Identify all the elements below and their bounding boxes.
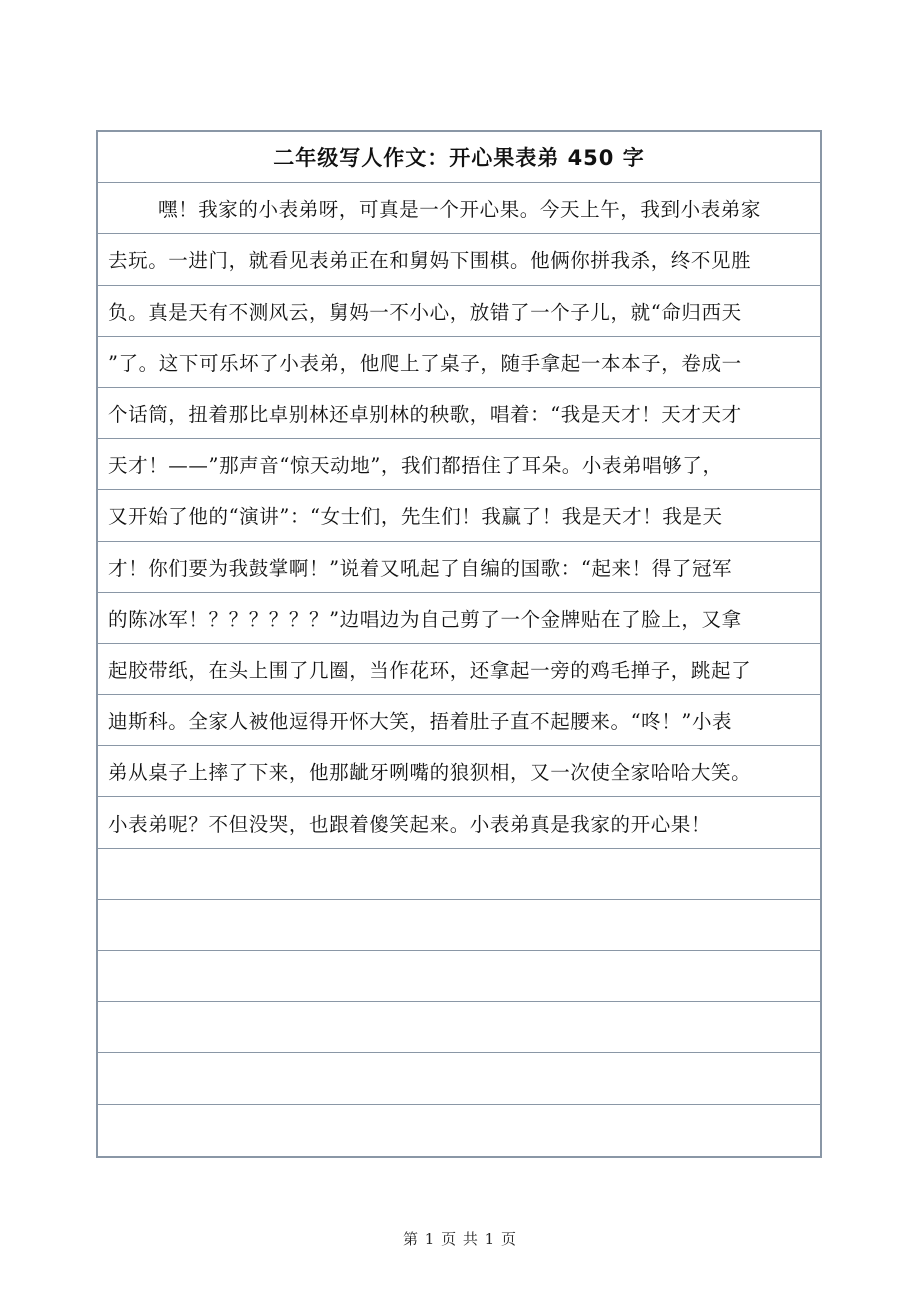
essay-line-8: 才！你们要为我鼓掌啊！”说着又吼起了自编的国歌：“起来！得了冠军 [98, 542, 820, 593]
empty-line [98, 1053, 820, 1104]
essay-line-10: 起胶带纸，在头上围了几圈，当作花环，还拿起一旁的鸡毛掸子，跳起了 [98, 644, 820, 695]
empty-line [98, 1105, 820, 1156]
essay-line-4: ”了。这下可乐坏了小表弟，他爬上了桌子，随手拿起一本本子，卷成一 [98, 337, 820, 388]
essay-line-2: 去玩。一进门，就看见表弟正在和舅妈下围棋。他俩你拼我杀，终不见胜 [98, 234, 820, 285]
empty-line [98, 849, 820, 900]
essay-line-7: 又开始了他的“演讲”：“女士们，先生们！我赢了！我是天才！我是天 [98, 490, 820, 541]
essay-line-13: 小表弟呢？不但没哭，也跟着傻笑起来。小表弟真是我家的开心果！ [98, 797, 820, 848]
essay-line-11: 迪斯科。全家人被他逗得开怀大笑，捂着肚子直不起腰来。“咚！”小表 [98, 695, 820, 746]
empty-line [98, 951, 820, 1002]
essay-title: 二年级写人作文：开心果表弟 450 字 [98, 132, 820, 183]
page-number-footer: 第 1 页 共 1 页 [403, 1230, 517, 1248]
essay-line-12: 弟从桌子上摔了下来，他那龇牙咧嘴的狼狈相，又一次使全家哈哈大笑。 [98, 746, 820, 797]
essay-grid-sheet [96, 130, 822, 1158]
essay-line-1: 嘿！我家的小表弟呀，可真是一个开心果。今天上午，我到小表弟家 [98, 183, 820, 234]
essay-line-9: 的陈冰军！？？？？？？”边唱边为自己剪了一个金牌贴在了脸上，又拿 [98, 593, 820, 644]
essay-line-3: 负。真是天有不测风云，舅妈一不小心，放错了一个子儿，就“命归西天 [98, 286, 820, 337]
essay-line-6: 天才！——”那声音“惊天动地”，我们都捂住了耳朵。小表弟唱够了， [98, 439, 820, 490]
empty-line [98, 900, 820, 951]
essay-line-5: 个话筒，扭着那比卓别林还卓别林的秧歌，唱着：“我是天才！天才天才 [98, 388, 820, 439]
empty-line [98, 1002, 820, 1053]
